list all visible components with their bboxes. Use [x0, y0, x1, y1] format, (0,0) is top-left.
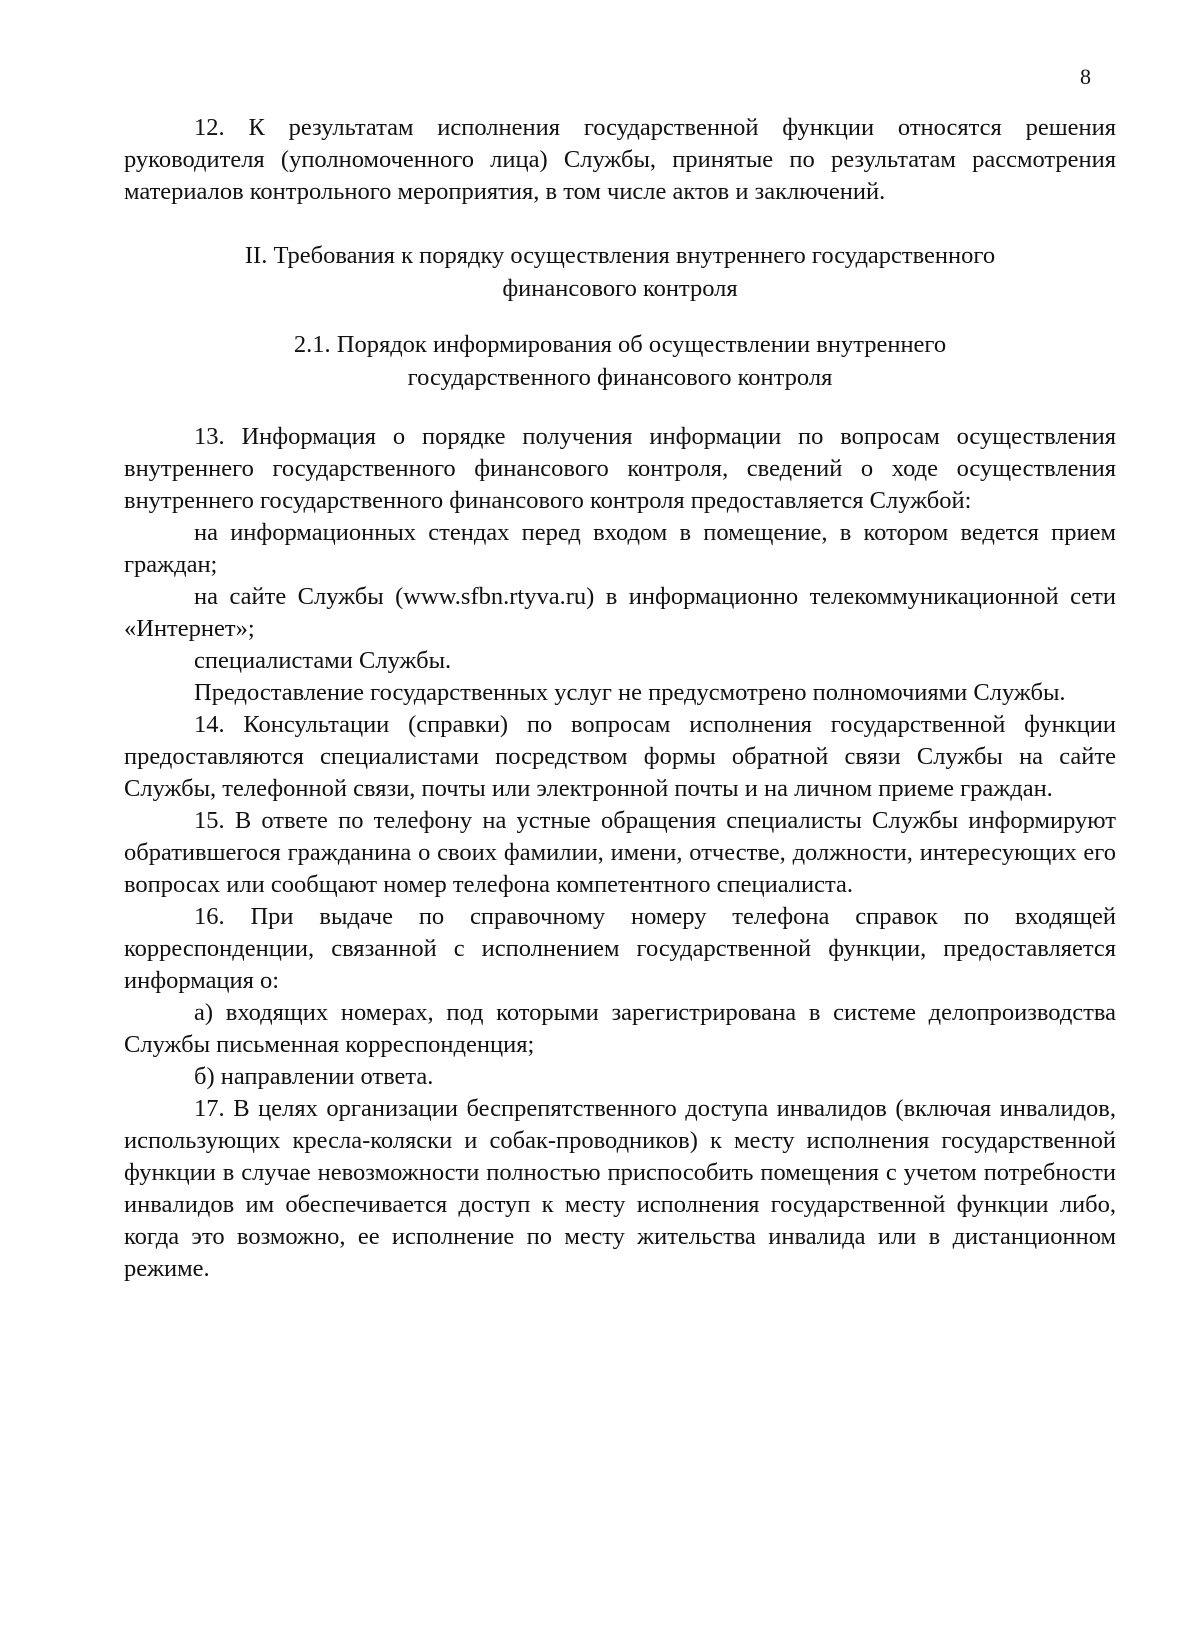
paragraph-13-note: Предоставление государственных услуг не предусмотрено полномочиями Службы. — [194, 679, 1066, 706]
document-body — [124, 112, 1116, 1285]
page-number: 8 — [1080, 64, 1091, 89]
paragraph-13-item-1: на информационных стендах перед входом в помещение, в котором ведется прием граждан; — [124, 519, 1116, 578]
subsection-2-1-heading-line-1: 2.1. Порядок информирования об осуществлении внутреннего — [293, 331, 947, 358]
paragraph-16: 16. При выдаче по справочному номеру телефона справок по входящей корреспонденции, связанной с исполнением государственной функции, предоставляется информация о: — [124, 903, 1116, 994]
paragraph-15: 15. В ответе по телефону на устные обращения специалисты Службы информируют обратившегося гражданина о своих фамилии, имени, отчестве, должности, интересующих его вопросах или сообщают номер телефона компетентного специалиста. — [124, 807, 1116, 898]
paragraph-12: 12. К результатам исполнения государственной функции относятся решения руководителя (уполномоченного лица) Службы, принятые по результатам рассмотрения материалов контрольного мероприятия, в том числе актов и заключений. — [124, 114, 1116, 205]
subsection-2-1-heading-line-2: государственного финансового контроля — [407, 364, 833, 391]
paragraph-16-item-a: а) входящих номерах, под которыми зарегистрирована в системе делопроизводства Службы письменная корреспонденция; — [124, 999, 1116, 1058]
paragraph-13: 13. Информация о порядке получения информации по вопросам осуществления внутреннего государственного финансового контроля, сведений о ходе осуществления внутреннего государственного финансового контроля предоставляется Службой: — [124, 423, 1116, 514]
paragraph-17: 17. В целях организации беспрепятственного доступа инвалидов (включая инвалидов, использующих кресла-коляски и собак-проводников) к месту исполнения государственной функции в случае невозможности полностью приспособить помещения с учетом потребности инвалидов им обеспечивается доступ к месту исполнения государственной функции либо, когда это возможно, ее исполнение по месту жительства инвалида или в дистанционном режиме. — [124, 1095, 1116, 1282]
section-2-heading — [124, 239, 1116, 305]
section-2-heading-line-1: II. Требования к порядку осуществления внутреннего государственного — [244, 242, 996, 269]
section-2-heading-line-2: финансового контроля — [502, 275, 738, 302]
subsection-2-1-heading — [124, 328, 1116, 394]
paragraph-16-item-b: б) направлении ответа. — [194, 1063, 434, 1090]
paragraph-14: 14. Консультации (справки) по вопросам исполнения государственной функции предоставляются специалистами посредством формы обратной связи Службы на сайте Службы, телефонной связи, почты или электронной почты и на личном приеме граждан. — [124, 711, 1116, 802]
paragraph-13-item-2: на сайте Службы (www.sfbn.rtyva.ru) в информационно телекоммуникационной сети «Интернет»; — [124, 583, 1116, 642]
paragraph-13-item-3: специалистами Службы. — [194, 647, 452, 674]
